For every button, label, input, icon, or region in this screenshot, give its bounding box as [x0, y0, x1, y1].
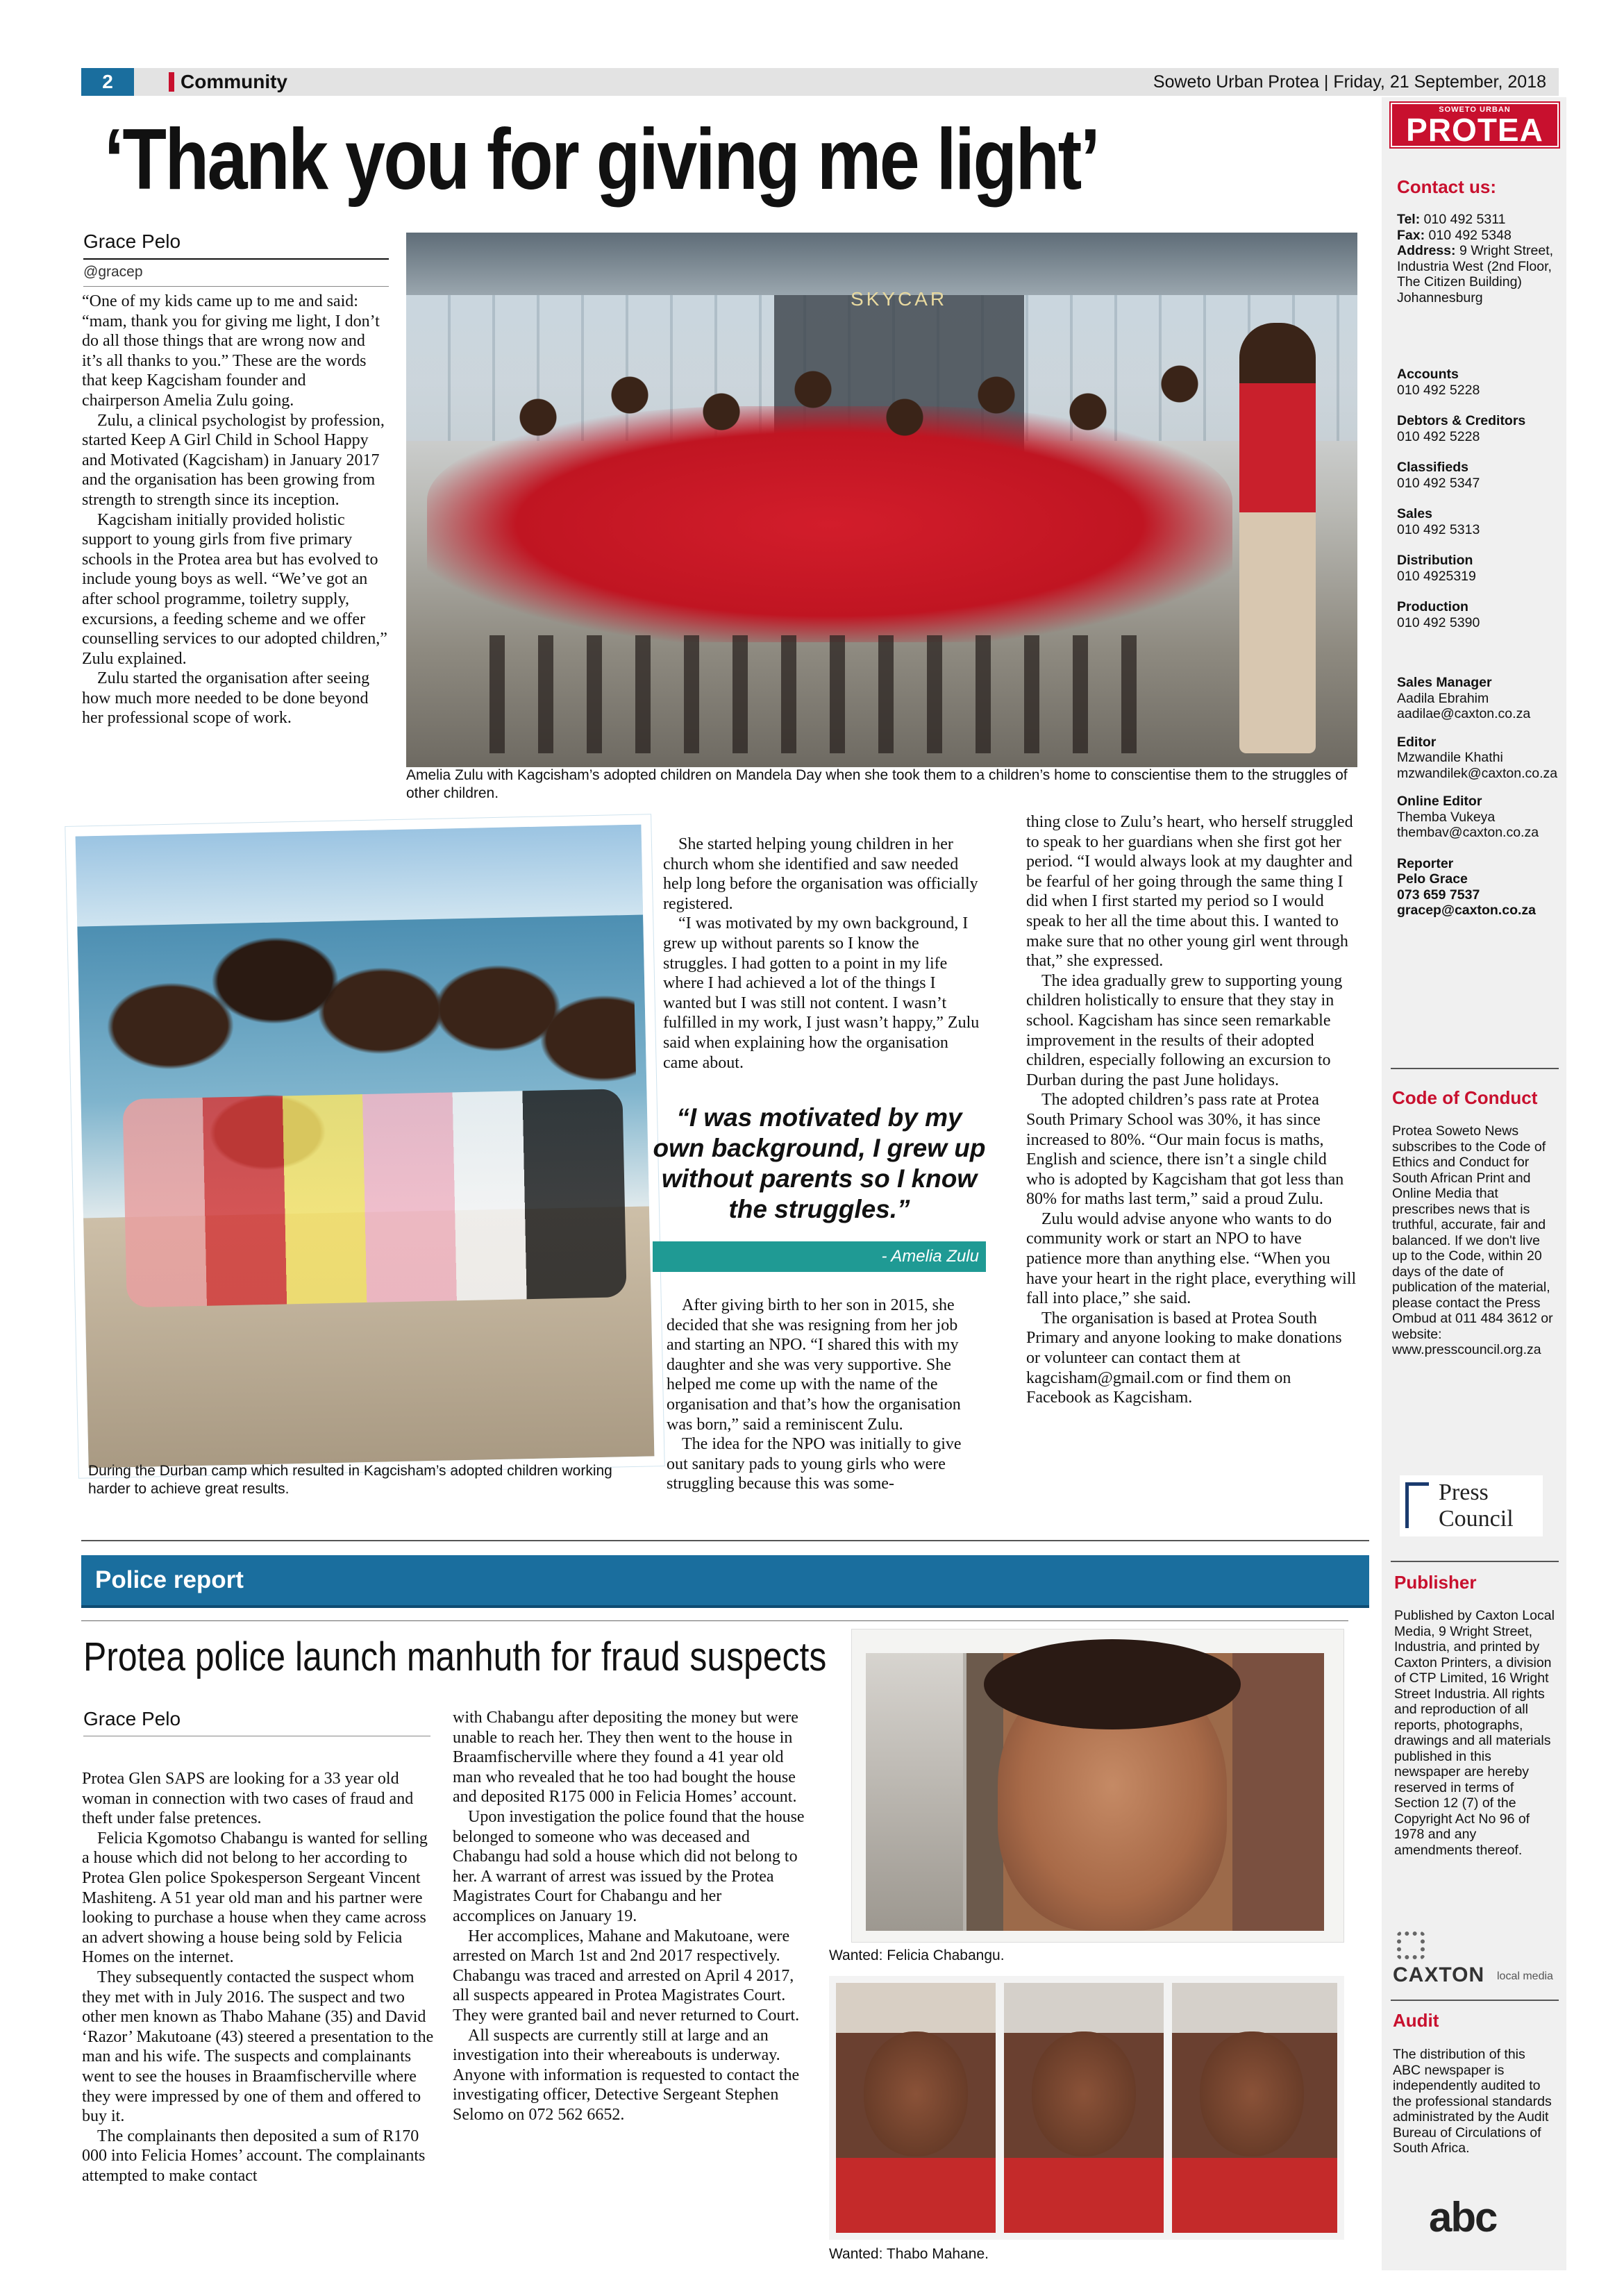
photo-caption: Wanted: Thabo Mahane.	[829, 2246, 989, 2262]
story-byline: Grace Pelo	[83, 231, 181, 252]
paragraph: Kagcisham initially provided holistic support to young girls from five primary schools in the Protea area but has evolved to include young boys as well. “We’ve got an after school programme, toiletry supply, excursions, a feeding scheme and we offer counselling services to our adopted children,” Zulu explained.	[82, 510, 387, 668]
felicia-photo	[851, 1629, 1344, 1943]
photo-caption: Wanted: Felicia Chabangu.	[829, 1947, 1005, 1963]
police-col-1	[82, 1769, 435, 2186]
police-banner-label: Police report	[95, 1566, 244, 1593]
dept-distribution: Distribution 010 4925319	[1397, 553, 1476, 584]
paragraph: The organisation is based at Protea South Primary and anyone looking to make donations or volunteer can contact them at kagcisham@gmail.com or find them on Facebook as Kagcisham.	[1026, 1309, 1342, 1407]
contact-block	[1397, 212, 1558, 305]
byline-rule	[83, 258, 389, 260]
section-rule	[81, 1540, 1369, 1541]
thabo-frame-2	[1004, 1983, 1164, 2233]
sidebar-divider	[1391, 1561, 1559, 1562]
paragraph: They subsequently contacted the suspect whom they met with in July 2016. The suspect and two other men known as Thabo Mahane (35) and David ‘Razor’ Makutoane (43) steered a presentation to the man and his wife. The suspects and complainants went to see the houses in Braamfischerville where they were impressed by one of them and offered to buy it.	[82, 1968, 434, 2126]
contact-tel: Tel: 010 492 5311	[1397, 212, 1506, 227]
pull-quote	[653, 1096, 986, 1276]
pull-quote-attribution: - Amelia Zulu	[881, 1247, 979, 1266]
caxton-logo	[1393, 1932, 1559, 1994]
section-label: Community	[181, 71, 287, 92]
dept-debtors: Debtors & Creditors 010 492 5228	[1397, 413, 1526, 444]
dept-classifieds: Classifieds 010 492 5347	[1397, 460, 1480, 491]
section-marker	[169, 72, 174, 92]
building-roof	[406, 233, 1357, 295]
publisher-heading: Publisher	[1394, 1572, 1477, 1593]
thabo-photo	[829, 1976, 1344, 2240]
masthead-logo	[1391, 103, 1559, 147]
page-number: 2	[81, 68, 134, 96]
staff-list	[1397, 675, 1558, 919]
staff-reporter: Reporter Pelo Grace 073 659 7537 gracep@caxton.co.za	[1397, 855, 1536, 918]
contact-fax: Fax: 010 492 5348	[1397, 227, 1512, 243]
conduct-text: Protea Soweto News subscribes to the Code of Ethics and Conduct for South African Print and Online Media that prescribes news that is truthful, accurate, fair and balanced. If we don't live up to the Code, within 20 days of the date of publication of the material, please contact the Press Ombud at 011 484 3612 or website: www.presscouncil.org.za	[1392, 1123, 1553, 1357]
hair	[984, 1639, 1241, 1729]
press-council-mark	[1405, 1482, 1429, 1528]
photo-caption: Amelia Zulu with Kagcisham’s adopted children on Mandela Day when she took them to a children’s home to conscientise them to the struggles of other children.	[406, 767, 1348, 801]
paragraph: After giving birth to her son in 2015, she decided that she was resigning from her job and starting an NPO. “I shared this with my daughter and she was very supportive. She helped me come up with the name of the organisation and that’s how the organisation was born,” said a reminiscent Zulu.	[667, 1296, 961, 1434]
story-col-1	[82, 292, 387, 728]
abc-logo: abc	[1429, 2194, 1497, 2240]
sidebar-divider	[1391, 2000, 1559, 2001]
paragraph: “I was motivated by my own background, I grew up without parents so I know the struggles. I had gotten to a point in my life where I had achieved a lot of the things I wanted but I was still not content. I wasn’t fulfilled in my work, I just wasn’t happy,” Zulu said when explaining how the organisation came about.	[663, 914, 980, 1072]
crowd-legs	[489, 635, 1170, 753]
paragraph: The idea gradually grew to supporting young children holistically to ensure that they stay in school. Kagcisham has since seen remarkable improvement in the results of their adopted children, especially following an excursion to Durban during the past June holidays.	[1026, 971, 1343, 1089]
girls-swimwear	[123, 1089, 627, 1307]
section-rule	[81, 1620, 1348, 1621]
police-byline: Grace Pelo	[83, 1708, 181, 1729]
paragraph: Protea Glen SAPS are looking for a 33 year old woman in connection with two cases of fraud and theft under false pretences.	[82, 1770, 414, 1828]
caxton-logo-sub: local media	[1497, 1970, 1553, 1982]
dept-production: Production 010 492 5390	[1397, 599, 1480, 630]
paragraph: Upon investigation the police found that the house belonged to someone who was deceased and Chabangu had sold a house which did not belong to her. A warrant of arrest was issued by the Protea Magistrates Court for Chabangu and her accomplices on January 19.	[453, 1807, 805, 1925]
dept-accounts: Accounts 010 492 5228	[1397, 367, 1480, 398]
publisher-text: Published by Caxton Local Media, 9 Wright Street, Industria, and printed by Caxton Printers, a division of CTP Limited, 16 Wright Street Industria. All rights and reproduction of all reports, photographs, drawings and all materials published in this newspaper are hereby reserved in terms of Section 12 (7) of the Copyright Act No 96 of 1978 and any amendments thereof.	[1394, 1608, 1555, 1858]
story-handle: @gracep	[83, 264, 143, 280]
story-col-2a	[663, 835, 982, 1073]
beach-photo	[76, 825, 655, 1468]
paragraph: The idea for the NPO was initially to give out sanitary pads to young girls who were struggling because this was some-	[667, 1435, 962, 1493]
press-council-logo	[1400, 1475, 1543, 1536]
police-headline: Protea police launch manhuth for fraud suspects	[83, 1634, 827, 1679]
paragraph: The adopted children’s pass rate at Protea South Primary School was 30%, it has since increased to 80%. “Our main focus is maths, English and science, there isn’t a single child who is adopted by Kagcisham that got less than 80% for maths last term,” said a proud Zulu.	[1026, 1091, 1344, 1209]
paragraph: Her accomplices, Mahane and Makutoane, were arrested on March 1st and 2nd 2017 respectively. Chabangu was traced and arrested on April 4 2017, all suspects appeared in Protea Magistrates Court. They were granted bail and never returned to Court.	[453, 1927, 800, 2025]
contact-heading: Contact us:	[1397, 176, 1496, 197]
felicia-photo-inner	[866, 1653, 1324, 1931]
paragraph: thing close to Zulu’s heart, who herself struggled to speak to her guardians when she first got her period. “I would always look at my daughter and be fearful of her going through the same thing I did when I first started my period so I would speak to her all the time about this. I wanted to make sure that no other young girl went through that,” she expressed.	[1026, 813, 1353, 971]
paragraph: Zulu started the organisation after seeing how much more needed to be done beyond her professional scope of work.	[82, 669, 370, 728]
paragraph: Zulu, a clinical psychologist by profession, started Keep A Girl Child in School Happy and Motivated (Kagcisham) in January 2017 and the organisation has been growing from strength to strength since its inception.	[82, 411, 385, 509]
byline-rule	[83, 286, 389, 287]
paragraph: Zulu would advise anyone who wants to do community work or start an NPO to have patience more than anything else. “When you have your heart in the right place, everything will fall into place,” she said.	[1026, 1209, 1357, 1308]
story-col-3	[1026, 812, 1358, 1408]
staff-sales-manager: Sales Manager Aadila Ebrahim aadilae@caxton.co.za	[1397, 675, 1531, 721]
paragraph: She started helping young children in her church whom she identified and saw needed help long before the organisation was officially registered.	[663, 835, 978, 913]
paragraph: All suspects are currently still at large and an investigation into their whereabouts is underway. Anyone with information is requested to contact the investigating officer, Detective Sergeant Stephen Selomo on 072 562 6652.	[453, 2026, 800, 2124]
paragraph: The complainants then deposited a sum of R170 000 into Felicia Homes’ account. The complainants attempted to make contact	[82, 2127, 426, 2185]
paragraph: Felicia Kgomotso Chabangu is wanted for selling a house which did not belong to her according to Protea Glen police Spokesperson Sergeant Vincent Mashiteng. A 51 year old man and his partner were looking to purchase a house when they came across an advert showing a house being sold by Felicia Homes on the internet.	[82, 1829, 428, 1967]
departments	[1397, 367, 1558, 630]
thabo-frame-1	[836, 1983, 996, 2233]
staff-editor: Editor Mzwandile Khathi mzwandilek@caxton.co.za	[1397, 734, 1558, 781]
paragraph: with Chabangu after depositing the money but were unable to reach her. They then went to the house in Braamfischerville where they found a 41 year old man who revealed that he too had bought the house and deposited R175 000 in Felicia Homes’ account.	[453, 1709, 798, 1807]
masthead-logo-small: SOWETO URBAN	[1439, 106, 1511, 114]
sidebar-divider	[1391, 1068, 1559, 1069]
caxton-mark	[1397, 1932, 1425, 1959]
story-headline: ‘Thank you for giving me light’	[104, 112, 1099, 208]
group-photo	[406, 233, 1357, 767]
police-banner	[81, 1555, 1369, 1608]
audit-text: The distribution of this ABC newspaper is independently audited to the professional standards administrated by the Audit Bureau of Circulations of South Africa.	[1393, 2047, 1552, 2156]
photo-sign: SKYCAR	[851, 288, 948, 310]
press-council-text: Press Council	[1439, 1480, 1514, 1532]
staff-online-editor: Online Editor Themba Vukeya thembav@caxton.co.za	[1397, 794, 1539, 840]
crowd-heads	[462, 351, 1225, 462]
police-col-2	[453, 1708, 805, 2125]
dept-sales: Sales 010 492 5313	[1397, 506, 1480, 537]
dateline: Soweto Urban Protea | Friday, 21 September, 2018	[1153, 72, 1546, 92]
conduct-heading: Code of Conduct	[1392, 1087, 1538, 1108]
audit-heading: Audit	[1393, 2010, 1439, 2031]
pull-quote-text: “I was motivated by my own background, I grew up without parents so I know the struggles.”	[653, 1103, 986, 1223]
woman-standing	[1239, 323, 1316, 753]
masthead-logo-big: PROTEA	[1406, 112, 1543, 148]
contact-address: Address: 9 Wright Street, Industria West (2nd Floor, The Citizen Building) Johannesburg	[1397, 243, 1554, 305]
paragraph: “One of my kids came up to me and said: “mam, thank you for giving me light, I don’t do all those things that are wrong now and it’s all thanks to you.” These are the words that keep Kagcisham founder and chairperson Amelia Zulu going.	[82, 292, 380, 410]
story-col-2b	[667, 1296, 982, 1494]
car-interior	[866, 1653, 963, 1931]
thabo-frame-3	[1172, 1983, 1337, 2233]
photo-caption: During the Durban camp which resulted in Kagcisham’s adopted children working harder to achieve great results.	[88, 1463, 612, 1497]
caxton-logo-text: CAXTON	[1393, 1963, 1485, 1986]
